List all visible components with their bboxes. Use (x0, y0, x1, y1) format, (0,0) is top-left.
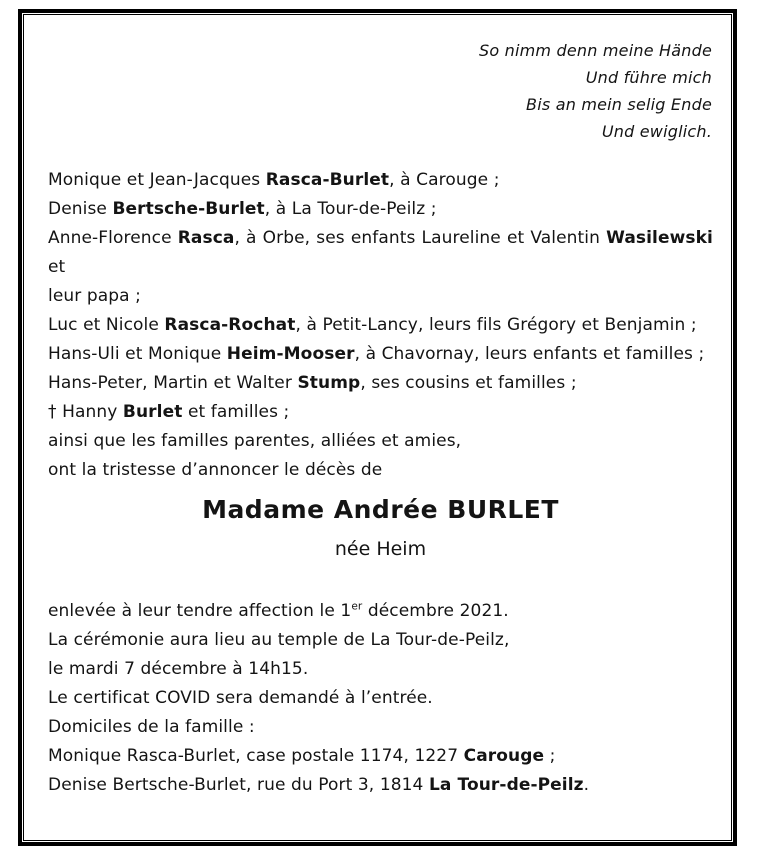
family-announcement (48, 166, 713, 485)
detail-line: Denise Bertsche-Burlet, rue du Port 3, 1814 La Tour-de-Peilz. (48, 775, 590, 795)
announcement-line: Monique et Jean-Jacques Rasca-Burlet, à Carouge ; (48, 170, 500, 190)
detail-line: enlevée à leur tendre affection le 1er décembre 2021. (48, 600, 509, 621)
announcement-line: Denise Bertsche-Burlet, à La Tour-de-Peilz ; (48, 199, 437, 219)
announcement-line: leur papa ; (48, 286, 141, 306)
announcement-line: ainsi que les familles parentes, alliées et amies, (48, 431, 462, 451)
detail-line: Domiciles de la famille : (48, 717, 255, 737)
quote-line: Und ewiglich. (601, 122, 712, 141)
announcement-line: Anne-Florence Rasca, à Orbe, ses enfants Laureline et Valentin Wasilewski et (48, 228, 713, 277)
announcement-line: Luc et Nicole Rasca-Rochat, à Petit-Lancy, leurs fils Grégory et Benjamin ; (48, 315, 697, 335)
deceased-name: Madame Andrée BURLET (202, 495, 559, 524)
ceremony-details (48, 597, 713, 800)
detail-line: Le certificat COVID sera demandé à l’entrée. (48, 688, 433, 708)
announcement-line: Hans-Peter, Martin et Walter Stump, ses cousins et familles ; (48, 373, 577, 393)
quote-line: So nimm denn meine Hände (479, 41, 712, 60)
deceased-section (48, 493, 713, 562)
announcement-line: ont la tristesse d’annoncer le décès de (48, 460, 383, 480)
announcement-line: † Hanny Burlet et familles ; (48, 402, 290, 422)
detail-line: La cérémonie aura lieu au temple de La Tour-de-Peilz, (48, 630, 510, 650)
hymn-quote (479, 37, 712, 145)
announcement-line: Hans-Uli et Monique Heim-Mooser, à Chavornay, leurs enfants et familles ; (48, 344, 705, 364)
quote-line: Bis an mein selig Ende (526, 95, 712, 114)
detail-line: le mardi 7 décembre à 14h15. (48, 659, 309, 679)
quote-line: Und führe mich (585, 68, 712, 87)
detail-line: Monique Rasca-Burlet, case postale 1174, 1227 Carouge ; (48, 746, 556, 766)
deceased-maiden-name: née Heim (334, 538, 427, 560)
